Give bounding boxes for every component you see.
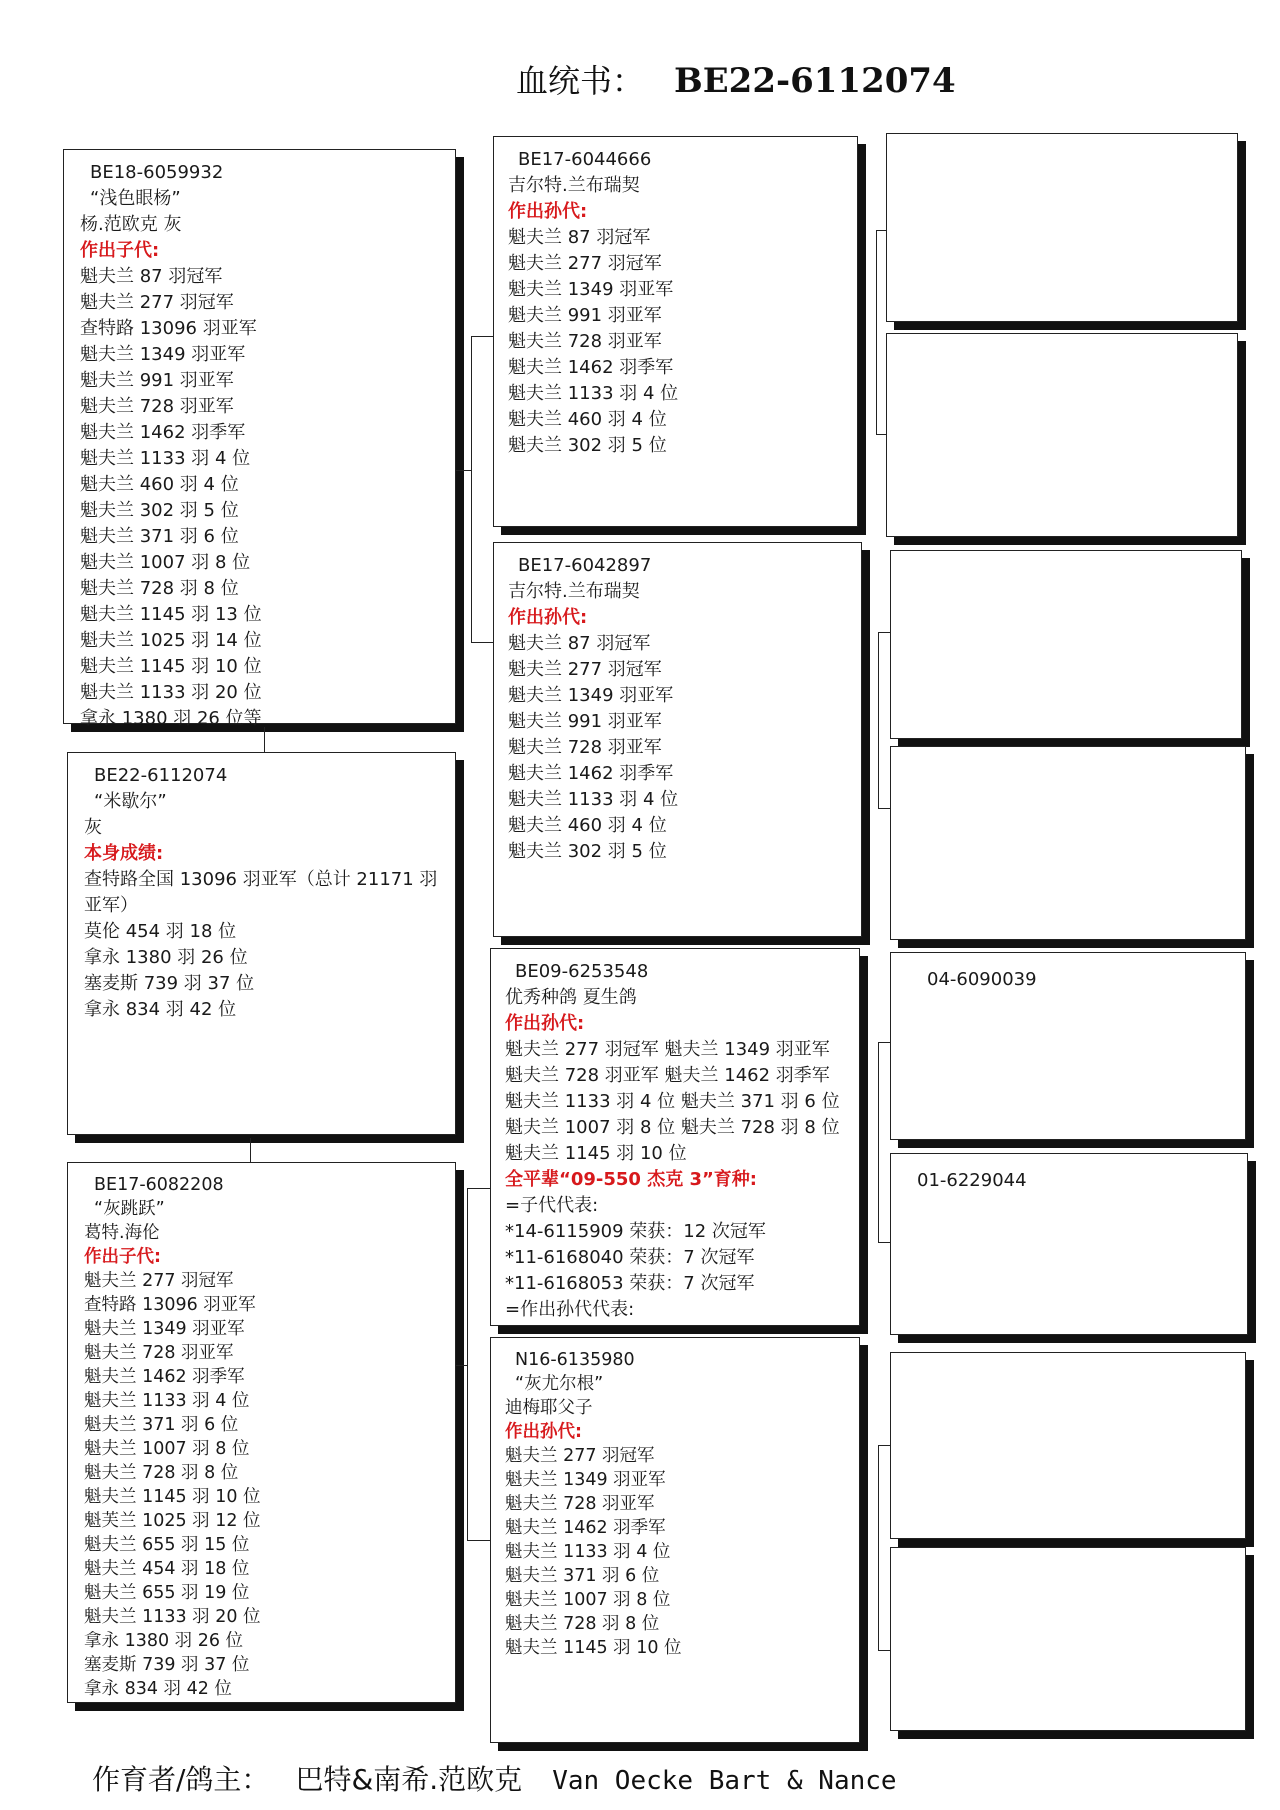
result-line: 魁夫兰 302 羽 5 位 — [508, 841, 667, 862]
sire-breeder-color: 杨.范欧克 灰 — [80, 214, 182, 235]
gp2-ring-number: BE17-6042897 — [518, 555, 652, 576]
result-line: 魁夫兰 460 羽 4 位 — [508, 409, 667, 430]
sire-ring-number: BE18-6059932 — [90, 162, 224, 183]
connector-line — [467, 1188, 468, 1540]
result-line: 魁夫兰 87 羽冠军 — [508, 633, 651, 654]
connector-line — [878, 1042, 890, 1043]
gp3-ring-number: BE09-6253548 — [515, 961, 649, 982]
ggp-box-3 — [890, 550, 1242, 739]
result-line: 魁夫兰 277 羽冠军 — [505, 1446, 655, 1466]
subject-card — [67, 752, 456, 1135]
result-line: 魁芙兰 1025 羽 12 位 — [84, 1511, 261, 1531]
extra-line: =子代代表: — [505, 1195, 599, 1216]
extra-line: *11-6168053 荣获：7 次冠军 — [505, 1273, 755, 1294]
sire-heading: 作出子代: — [80, 240, 160, 261]
result-line: 魁夫兰 1349 羽亚军 — [508, 279, 674, 300]
gp3-extra — [505, 1193, 853, 1323]
sire-name: “浅色眼杨” — [90, 188, 181, 209]
gp4-heading: 作出孙代: — [505, 1422, 582, 1442]
ggp-box-5 — [890, 952, 1246, 1140]
result-line: 魁夫兰 277 羽冠军 魁夫兰 1349 羽亚军 — [505, 1039, 830, 1060]
result-line: 查特路 13096 羽亚军 — [84, 1295, 256, 1315]
subject-ring-number: BE22-6112074 — [94, 765, 228, 786]
gp2-heading: 作出孙代: — [508, 607, 588, 628]
dam-name: “灰跳跃” — [94, 1199, 165, 1219]
result-line: 魁夫兰 655 羽 15 位 — [84, 1535, 250, 1555]
result-line: 魁夫兰 454 羽 18 位 — [84, 1559, 250, 1579]
result-line: 拿永 1380 羽 26 位等 — [80, 708, 262, 729]
result-line: 魁夫兰 655 羽 19 位 — [84, 1583, 250, 1603]
result-line: 魁夫兰 1349 羽亚军 — [84, 1319, 245, 1339]
sire-results — [80, 264, 449, 732]
connector-line — [878, 1445, 890, 1446]
connector-line — [876, 230, 886, 231]
result-line: 魁夫兰 728 羽 8 位 — [505, 1614, 660, 1634]
dam-results — [84, 1269, 449, 1701]
result-line: 魁夫兰 1145 羽 10 位 — [80, 656, 262, 677]
result-line: 魁夫兰 1007 羽 8 位 魁夫兰 728 羽 8 位 — [505, 1117, 840, 1138]
connector-line — [878, 1042, 879, 1242]
footer-name-en: Van Oecke Bart & Nance — [552, 1766, 897, 1796]
ggp-box-4 — [890, 746, 1246, 940]
ggp-box-2 — [886, 333, 1238, 537]
result-line: 魁夫兰 460 羽 4 位 — [508, 815, 667, 836]
result-line: 魁夫兰 1133 羽 4 位 — [508, 383, 679, 404]
result-line: 拿永 1380 羽 26 位 — [84, 1631, 244, 1651]
result-line: 魁夫兰 1007 羽 8 位 — [505, 1590, 671, 1610]
grandsire-paternal-card — [493, 136, 858, 527]
result-line: 魁夫兰 460 羽 4 位 — [80, 474, 239, 495]
result-line: 魁夫兰 728 羽亚军 — [84, 1343, 234, 1363]
gp4-breeder: 迪梅耶父子 — [505, 1398, 593, 1418]
connector-line — [471, 336, 472, 642]
subject-results — [84, 867, 449, 1023]
connector-line — [456, 1365, 467, 1366]
footer-name-cn: 巴特&南希.范欧克 — [295, 1763, 523, 1796]
result-line: 魁夫兰 371 羽 6 位 — [80, 526, 239, 547]
granddam-maternal-card — [490, 1337, 860, 1743]
result-line: 魁夫兰 991 羽亚军 — [80, 370, 234, 391]
result-line: 魁夫兰 1145 羽 10 位 — [505, 1638, 682, 1658]
result-line: 魁夫兰 1145 羽 13 位 — [80, 604, 262, 625]
gp4-results — [505, 1444, 853, 1660]
gp3-breeder: 优秀种鸽 夏生鸽 — [505, 987, 637, 1008]
result-line: 魁夫兰 1462 羽季军 — [508, 357, 674, 378]
subject-heading: 本身成绩: — [84, 843, 164, 864]
result-line: 魁夫兰 277 羽冠军 — [80, 292, 234, 313]
result-line: 魁夫兰 371 羽 6 位 — [505, 1566, 660, 1586]
result-line: 查特路 13096 羽亚军 — [80, 318, 257, 339]
connector-line — [456, 470, 471, 471]
granddam-paternal-card — [493, 542, 862, 937]
extra-line: *14-6115909 荣获：12 次冠军 — [505, 1221, 766, 1242]
result-line: 魁夫兰 1462 羽季军 — [505, 1518, 666, 1538]
result-line: 魁夫兰 1133 羽 20 位 — [84, 1607, 261, 1627]
gp3-highlight: 全平辈“09-550 杰克 3”育种: — [505, 1169, 758, 1190]
result-line: 魁夫兰 277 羽冠军 — [508, 253, 662, 274]
result-line: 魁夫兰 728 羽亚军 — [505, 1494, 655, 1514]
connector-line — [471, 336, 493, 337]
connector-line — [876, 434, 886, 435]
connector-line — [878, 632, 879, 808]
dam-heading: 作出子代: — [84, 1247, 161, 1267]
gp1-results — [508, 225, 851, 459]
gp2-breeder: 吉尔特.兰布瑞契 — [508, 581, 640, 602]
result-line: 魁夫兰 277 羽冠军 — [508, 659, 662, 680]
result-line: 莫伦 454 羽 18 位 — [84, 921, 237, 942]
gp4-name: “灰尤尔根” — [515, 1374, 604, 1394]
gp1-heading: 作出孙代: — [508, 201, 588, 222]
result-line: 魁夫兰 277 羽冠军 — [84, 1271, 234, 1291]
result-line: 魁夫兰 1025 羽 14 位 — [80, 630, 262, 651]
extra-line: =作出孙代代表: — [505, 1299, 635, 1320]
result-line: 魁夫兰 1133 羽 20 位 — [80, 682, 262, 703]
result-line: 魁夫兰 728 羽 8 位 — [84, 1463, 239, 1483]
ggp-box-7 — [890, 1352, 1246, 1539]
result-line: 拿永 834 羽 42 位 — [84, 999, 237, 1020]
dam-ring-number: BE17-6082208 — [94, 1175, 224, 1195]
result-line: 魁夫兰 728 羽亚军 — [508, 331, 662, 352]
result-line: 魁夫兰 1462 羽季军 — [84, 1367, 245, 1387]
connector-line — [876, 230, 877, 434]
result-line: 魁夫兰 728 羽亚军 — [80, 396, 234, 417]
ggp6-ring-number: 01-6229044 — [917, 1170, 1027, 1191]
title-ring-number: BE22-6112074 — [674, 61, 956, 101]
result-line: 魁夫兰 302 羽 5 位 — [80, 500, 239, 521]
result-line: 魁夫兰 87 羽冠军 — [80, 266, 223, 287]
result-line: 拿永 1380 羽 26 位 — [84, 947, 248, 968]
result-line: 魁夫兰 728 羽亚军 魁夫兰 1462 羽季军 — [505, 1065, 830, 1086]
result-line: 魁夫兰 1133 羽 4 位 — [508, 789, 679, 810]
result-line: 魁夫兰 1462 羽季军 — [80, 422, 246, 443]
result-line: 塞麦斯 739 羽 37 位 — [84, 973, 255, 994]
gp4-ring-number: N16-6135980 — [515, 1350, 635, 1370]
subject-name: “米歇尔” — [94, 791, 167, 812]
result-line: 查特路全国 13096 羽亚军（总计 21171 羽亚军） — [84, 869, 438, 916]
result-line: 魁夫兰 1007 羽 8 位 — [80, 552, 251, 573]
connector-line — [264, 727, 265, 752]
gp3-results — [505, 1037, 853, 1167]
gp1-ring-number: BE17-6044666 — [518, 149, 652, 170]
result-line: 魁夫兰 991 羽亚军 — [508, 711, 662, 732]
footer-label: 作育者/鸽主： — [92, 1763, 270, 1796]
result-line: 魁夫兰 1133 羽 4 位 — [84, 1391, 250, 1411]
result-line: 魁夫兰 728 羽 8 位 — [80, 578, 239, 599]
connector-line — [878, 1242, 890, 1243]
result-line: 魁夫兰 991 羽亚军 — [508, 305, 662, 326]
result-line: 魁夫兰 1145 羽 10 位 — [505, 1143, 687, 1164]
connector-line — [250, 1138, 251, 1162]
grandsire-maternal-card — [490, 948, 860, 1326]
subject-color: 灰 — [84, 817, 102, 838]
ggp5-ring-number: 04-6090039 — [927, 969, 1037, 990]
result-line: 魁夫兰 1133 羽 4 位 — [80, 448, 251, 469]
ggp-box-8 — [890, 1547, 1246, 1731]
result-line: 魁夫兰 371 羽 6 位 — [84, 1415, 239, 1435]
connector-line — [878, 808, 890, 809]
sire-card — [63, 149, 456, 729]
result-line: 魁夫兰 302 羽 5 位 — [508, 435, 667, 456]
result-line: 魁夫兰 1145 羽 10 位 — [84, 1487, 261, 1507]
connector-line — [471, 642, 493, 643]
ggp-box-6 — [890, 1153, 1248, 1335]
result-line: 魁夫兰 1349 羽亚军 — [505, 1470, 666, 1490]
page-title — [516, 56, 956, 102]
result-line: 魁夫兰 1349 羽亚军 — [508, 685, 674, 706]
connector-line — [878, 632, 890, 633]
result-line: 魁夫兰 1349 羽亚军 — [80, 344, 246, 365]
dam-card — [67, 1162, 456, 1703]
connector-line — [878, 1650, 890, 1651]
connector-line — [878, 1445, 879, 1650]
result-line: 魁夫兰 1007 羽 8 位 — [84, 1439, 250, 1459]
extra-line: *11-6168040 荣获：7 次冠军 — [505, 1247, 755, 1268]
breeder-footer — [92, 1758, 897, 1798]
title-label: 血统书： — [516, 62, 645, 100]
connector-line — [467, 1540, 490, 1541]
gp1-breeder: 吉尔特.兰布瑞契 — [508, 175, 640, 196]
result-line: 拿永 834 羽 42 位 — [84, 1679, 232, 1699]
dam-breeder: 葛特.海伦 — [84, 1223, 160, 1243]
result-line: 塞麦斯 739 羽 37 位 — [84, 1655, 250, 1675]
result-line: 魁夫兰 1462 羽季军 — [508, 763, 674, 784]
connector-line — [467, 1188, 490, 1189]
ggp-box-1 — [886, 133, 1238, 322]
result-line: 魁夫兰 87 羽冠军 — [508, 227, 651, 248]
gp3-heading: 作出孙代: — [505, 1013, 585, 1034]
result-line: 魁夫兰 1133 羽 4 位 — [505, 1542, 671, 1562]
result-line: 魁夫兰 728 羽亚军 — [508, 737, 662, 758]
result-line: 魁夫兰 1133 羽 4 位 魁夫兰 371 羽 6 位 — [505, 1091, 840, 1112]
gp2-results — [508, 631, 855, 865]
